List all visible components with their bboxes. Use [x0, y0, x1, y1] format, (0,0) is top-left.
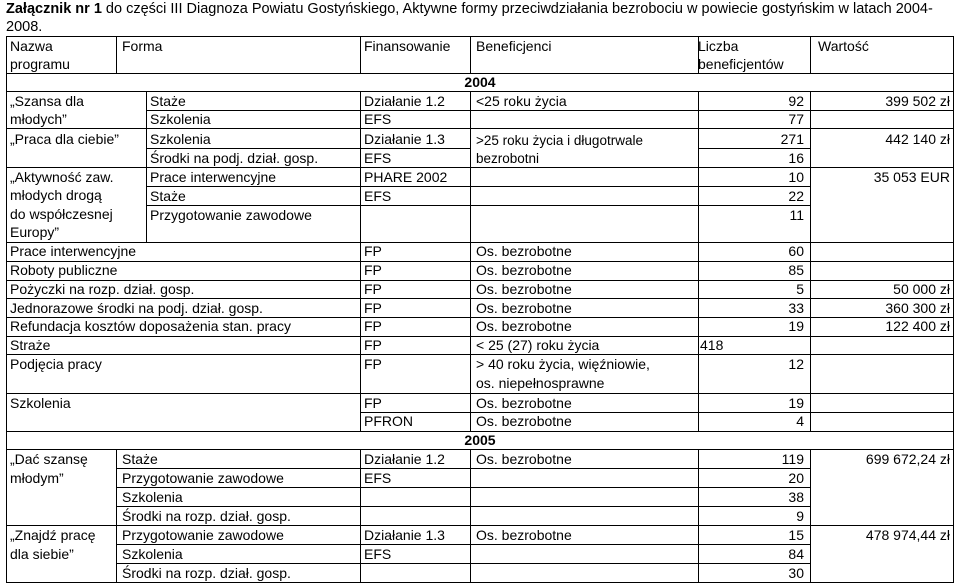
row-label: Straże	[10, 337, 51, 353]
h-rule	[6, 354, 954, 355]
fin-cell: EFS	[364, 470, 392, 486]
program-name: do współczesnej	[10, 206, 113, 222]
program-name: młodych drogą	[10, 187, 102, 203]
value-cell: 399 502 zł	[885, 93, 950, 109]
h-rule	[146, 148, 470, 149]
title-text: do części III Diagnoza Powiatu Gostyńskiego, Aktywne formy przeciwdziałania bezrobociu w powiecie gostyńskim w latach 2004-2008.	[6, 1, 933, 35]
value-cell: 442 140 zł	[885, 131, 950, 147]
v-rule	[360, 242, 361, 432]
row-label: Podjęcia pracy	[10, 356, 102, 372]
benef-cell: Os. bezrobotne	[476, 262, 572, 278]
fin-cell: FP	[364, 243, 382, 259]
v-rule	[810, 449, 811, 583]
program-name: Europy”	[10, 224, 60, 240]
v-rule	[470, 36, 471, 74]
value-cell: 699 672,24 zł	[865, 451, 950, 467]
v-rule	[810, 36, 811, 74]
benef-cell: Os. bezrobotne	[476, 395, 572, 411]
program-name: „Praca dla ciebie”	[10, 131, 119, 147]
count-cell: 19	[788, 318, 804, 334]
fin-cell: PFRON	[364, 413, 413, 429]
benef-cell: < 25 (27) roku życia	[476, 337, 600, 353]
count-cell: 418	[700, 337, 724, 353]
fin-cell: EFS	[364, 188, 392, 204]
v-rule	[116, 449, 117, 583]
benef-cell: os. niepełnosprawne	[476, 375, 605, 391]
forma-cell: Przygotowanie zawodowe	[150, 207, 312, 223]
h-rule	[146, 110, 954, 111]
v-rule	[146, 91, 147, 243]
benef-cell: > 40 roku życia, więźniowie,	[476, 356, 650, 372]
v-rule	[698, 242, 699, 432]
fin-cell: FP	[364, 300, 382, 316]
count-cell: 77	[788, 111, 804, 127]
forma-cell: Przygotowanie zawodowe	[122, 470, 284, 486]
h-rule	[6, 298, 954, 299]
header-liczba: Liczba	[698, 38, 739, 54]
fin-cell: FP	[364, 337, 382, 353]
fin-cell: FP	[364, 281, 382, 297]
h-rule	[116, 544, 810, 545]
count-cell: 92	[788, 93, 804, 109]
forma-cell: Szkolenia	[150, 131, 211, 147]
v-rule	[810, 242, 811, 432]
fin-cell: EFS	[364, 111, 392, 127]
h-rule	[360, 412, 954, 413]
h-rule	[6, 128, 954, 129]
count-cell: 5	[796, 281, 804, 297]
header-liczba: beneficjentów	[698, 56, 784, 72]
forma-cell: Staże	[122, 451, 158, 467]
h-rule	[6, 36, 954, 37]
count-cell: 16	[788, 150, 804, 166]
count-cell: 38	[788, 489, 804, 505]
header-wartosc: Wartość	[818, 38, 869, 54]
program-name: młodym”	[10, 470, 64, 486]
count-cell: 20	[788, 470, 804, 486]
row-label: Szkolenia	[10, 395, 71, 411]
v-rule	[6, 36, 7, 583]
count-cell: 30	[788, 565, 804, 581]
fin-cell: Działanie 1.3	[364, 527, 445, 543]
forma-cell: Staże	[150, 93, 186, 109]
v-rule	[470, 449, 471, 583]
h-rule	[116, 468, 810, 469]
forma-cell: Szkolenia	[122, 546, 183, 562]
program-name: dla siebie”	[10, 546, 74, 562]
v-rule	[360, 91, 361, 243]
count-cell: 119	[781, 451, 804, 467]
benef-cell: >25 roku życia i długotrwale	[476, 133, 643, 148]
program-name: młodych”	[10, 111, 67, 127]
h-rule	[6, 167, 954, 168]
v-rule	[470, 242, 471, 432]
count-cell: 84	[788, 546, 804, 562]
v-rule	[470, 91, 471, 243]
fin-cell: FP	[364, 356, 382, 372]
year-2004: 2004	[464, 74, 496, 90]
forma-cell: Szkolenia	[122, 489, 183, 505]
fin-cell: FP	[364, 395, 382, 411]
forma-cell: Środki na podj. dział. gosp.	[150, 150, 319, 166]
row-label: Jednorazowe środki na podj. dział. gosp.	[10, 300, 263, 316]
forma-cell: Szkolenia	[150, 111, 211, 127]
benef-cell: Os. bezrobotne	[476, 413, 572, 429]
fin-cell: FP	[364, 318, 382, 334]
program-name: „Znajdź pracę	[10, 527, 96, 543]
benef-cell: Os. bezrobotne	[476, 527, 572, 543]
row-label: Pożyczki na rozp. dział. gosp.	[10, 281, 195, 297]
v-rule	[360, 449, 361, 583]
year-2005: 2005	[464, 432, 496, 448]
count-cell: 22	[788, 188, 804, 204]
program-name: „Aktywność zaw.	[10, 169, 114, 185]
fin-cell: Działanie 1.2	[364, 451, 445, 467]
benef-cell: Os. bezrobotne	[476, 300, 572, 316]
row-label: Refundacja kosztów doposażenia stan. pracy	[10, 318, 291, 334]
value-cell: 122 400 zł	[885, 318, 950, 334]
forma-cell: Przygotowanie zawodowe	[122, 527, 284, 543]
row-label: Prace interwencyjne	[10, 243, 137, 259]
v-rule	[953, 36, 954, 583]
h-rule	[6, 525, 954, 526]
benef-cell: Os. bezrobotne	[476, 281, 572, 297]
benef-cell: Os. bezrobotne	[476, 451, 572, 467]
fin-cell: Działanie 1.3	[364, 131, 445, 147]
forma-cell: Środki na rozp. dział. gosp.	[122, 565, 291, 581]
forma-cell: Prace interwencyjne	[150, 169, 277, 185]
h-rule	[146, 205, 810, 206]
program-name: „Dać szansę	[10, 451, 88, 467]
count-cell: 33	[788, 300, 804, 316]
count-cell: 4	[796, 413, 804, 429]
count-cell: 12	[788, 356, 804, 372]
count-cell: 60	[788, 243, 804, 259]
h-rule	[116, 487, 810, 488]
header-beneficjenci: Beneficjenci	[476, 38, 552, 54]
count-cell: 85	[788, 262, 804, 278]
forma-cell: Staże	[150, 188, 186, 204]
h-rule	[6, 91, 954, 92]
forma-cell: Środki na rozp. dział. gosp.	[122, 508, 291, 524]
benef-cell: <25 roku życia	[476, 93, 567, 109]
header-nazwa: Nazwa	[10, 38, 53, 54]
count-cell: 9	[796, 508, 804, 524]
title-bold: Załącznik nr 1	[6, 1, 102, 17]
h-rule	[6, 393, 954, 394]
v-rule	[116, 36, 117, 74]
v-rule	[360, 36, 361, 74]
value-cell: 35 053 EUR	[873, 169, 950, 185]
value-cell: 360 300 zł	[885, 300, 950, 316]
h-rule	[6, 449, 954, 450]
h-rule	[116, 506, 810, 507]
fin-cell: EFS	[364, 546, 392, 562]
h-rule	[698, 148, 810, 149]
h-rule	[116, 563, 810, 564]
fin-cell: Działanie 1.2	[364, 93, 445, 109]
value-cell: 50 000 zł	[893, 281, 950, 297]
fin-cell: EFS	[364, 150, 392, 166]
h-rule	[146, 186, 810, 187]
fin-cell: FP	[364, 262, 382, 278]
row-label: Roboty publiczne	[10, 262, 118, 278]
count-cell: 19	[788, 395, 804, 411]
count-cell: 10	[788, 169, 804, 185]
count-cell: 15	[788, 527, 804, 543]
header-forma: Forma	[122, 38, 163, 54]
fin-cell: PHARE 2002	[364, 169, 448, 185]
v-rule	[698, 449, 699, 583]
v-rule	[810, 91, 811, 243]
benef-cell: Os. bezrobotne	[476, 318, 572, 334]
header-nazwa: programu	[10, 56, 70, 72]
value-cell: 478 974,44 zł	[865, 527, 950, 543]
benef-cell: bezrobotni	[476, 151, 540, 166]
v-rule	[698, 91, 699, 243]
count-cell: 271	[780, 131, 804, 147]
benef-cell: Os. bezrobotne	[476, 243, 572, 259]
count-cell: 11	[789, 207, 804, 223]
header-finansowanie: Finansowanie	[364, 38, 451, 54]
program-name: „Szansa dla	[10, 93, 84, 109]
document-title	[6, 0, 951, 36]
